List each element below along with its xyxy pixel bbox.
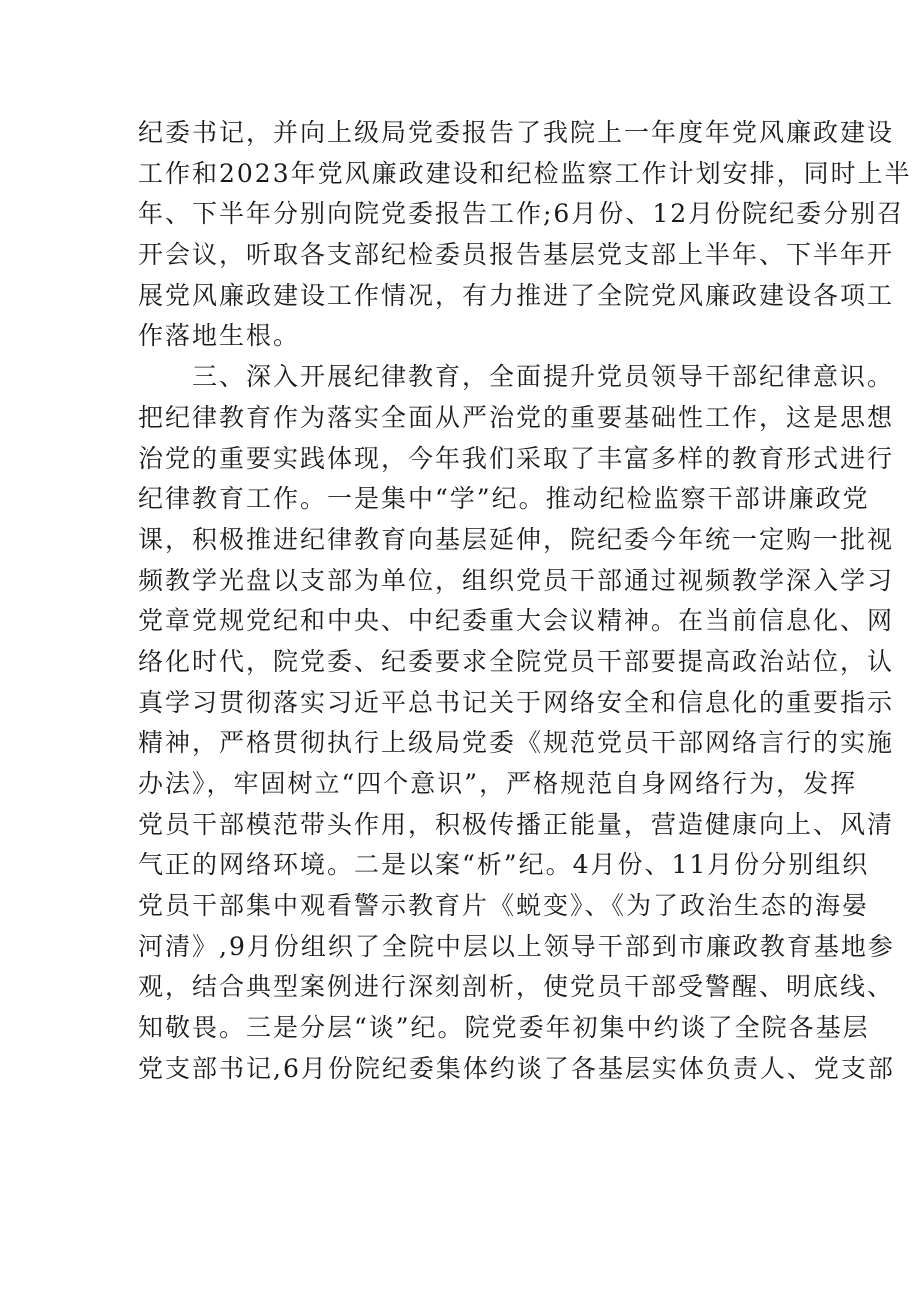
text-line: 纪委书记，并向上级局党委报告了我院上一年度年党风廉政建设: [138, 118, 895, 147]
text-line: 党员干部集中观看警示教育片《蜕变》、《为了政治生态的海晏: [138, 891, 870, 921]
text-line: 治党的重要实践体现，今年我们采取了丰富多样的教育形式进行: [138, 443, 895, 473]
text-line: 党员干部模范带头作用，积极传播正能量，营造健康向上、风清: [138, 809, 895, 839]
text-line: 展党风廉政建设工作情况，有力推进了全院党风廉政建设各项工: [138, 280, 895, 310]
text-line: 络化时代，院党委、纪委要求全院党员干部要提高政治站位，认: [138, 646, 895, 676]
document-body: [138, 113, 912, 1090]
text-line: 频教学光盘以支部为单位，组织党员干部通过视频教学深入学习: [138, 565, 895, 595]
text-line: 开会议，听取各支部纪检委员报告基层党支部上半年、下半年开: [138, 240, 895, 270]
text-line: 办法》，牢固树立“四个意识”，严格规范自身网络行为，发挥: [138, 769, 858, 798]
text-line: 党章党规党纪和中央、中纪委重大会议精神。在当前信息化、网: [138, 606, 895, 636]
text-line: 党支部书记,6月份院纪委集体约谈了各基层实体负责人、党支部: [138, 1053, 895, 1083]
text-line: 精神，严格贯彻执行上级局党委《规范党员干部网络言行的实施: [138, 728, 895, 758]
text-line: 把纪律教育作为落实全面从严治党的重要基础性工作，这是思想: [138, 402, 895, 432]
text-line: 气正的网络环境。二是以案“析”纪。4月份、11月份分别组织: [138, 850, 870, 880]
section-heading-line: 三、深入开展纪律教育，全面提升党员领导干部纪律意识。: [138, 362, 895, 392]
text-line: 课，积极推进纪律教育向基层延伸，院纪委今年统一定购一批视: [138, 524, 895, 554]
text-line: 工作和2023年党风廉政建设和纪检监察工作计划安排，同时上半: [138, 158, 912, 188]
text-line: 纪律教育工作。一是集中“学”纪。推动纪检监察干部讲廉政党: [138, 484, 870, 514]
text-line: 真学习贯彻落实习近平总书记关于网络安全和信息化的重要指示: [138, 687, 895, 717]
text-line: 作落地生根。: [138, 321, 301, 351]
text-line: 河清》,9月份组织了全院中层以上领导干部到市廉政教育基地参: [138, 931, 895, 961]
text-line: 观，结合典型案例进行深刻剖析，使党员干部受警醒、明底线、: [138, 972, 895, 1002]
text-line: 年、下半年分别向院党委报告工作;6月份、12月份院纪委分别召: [138, 199, 905, 229]
text-line: 知敬畏。三是分层“谈”纪。院党委年初集中约谈了全院各基层: [138, 1013, 870, 1043]
